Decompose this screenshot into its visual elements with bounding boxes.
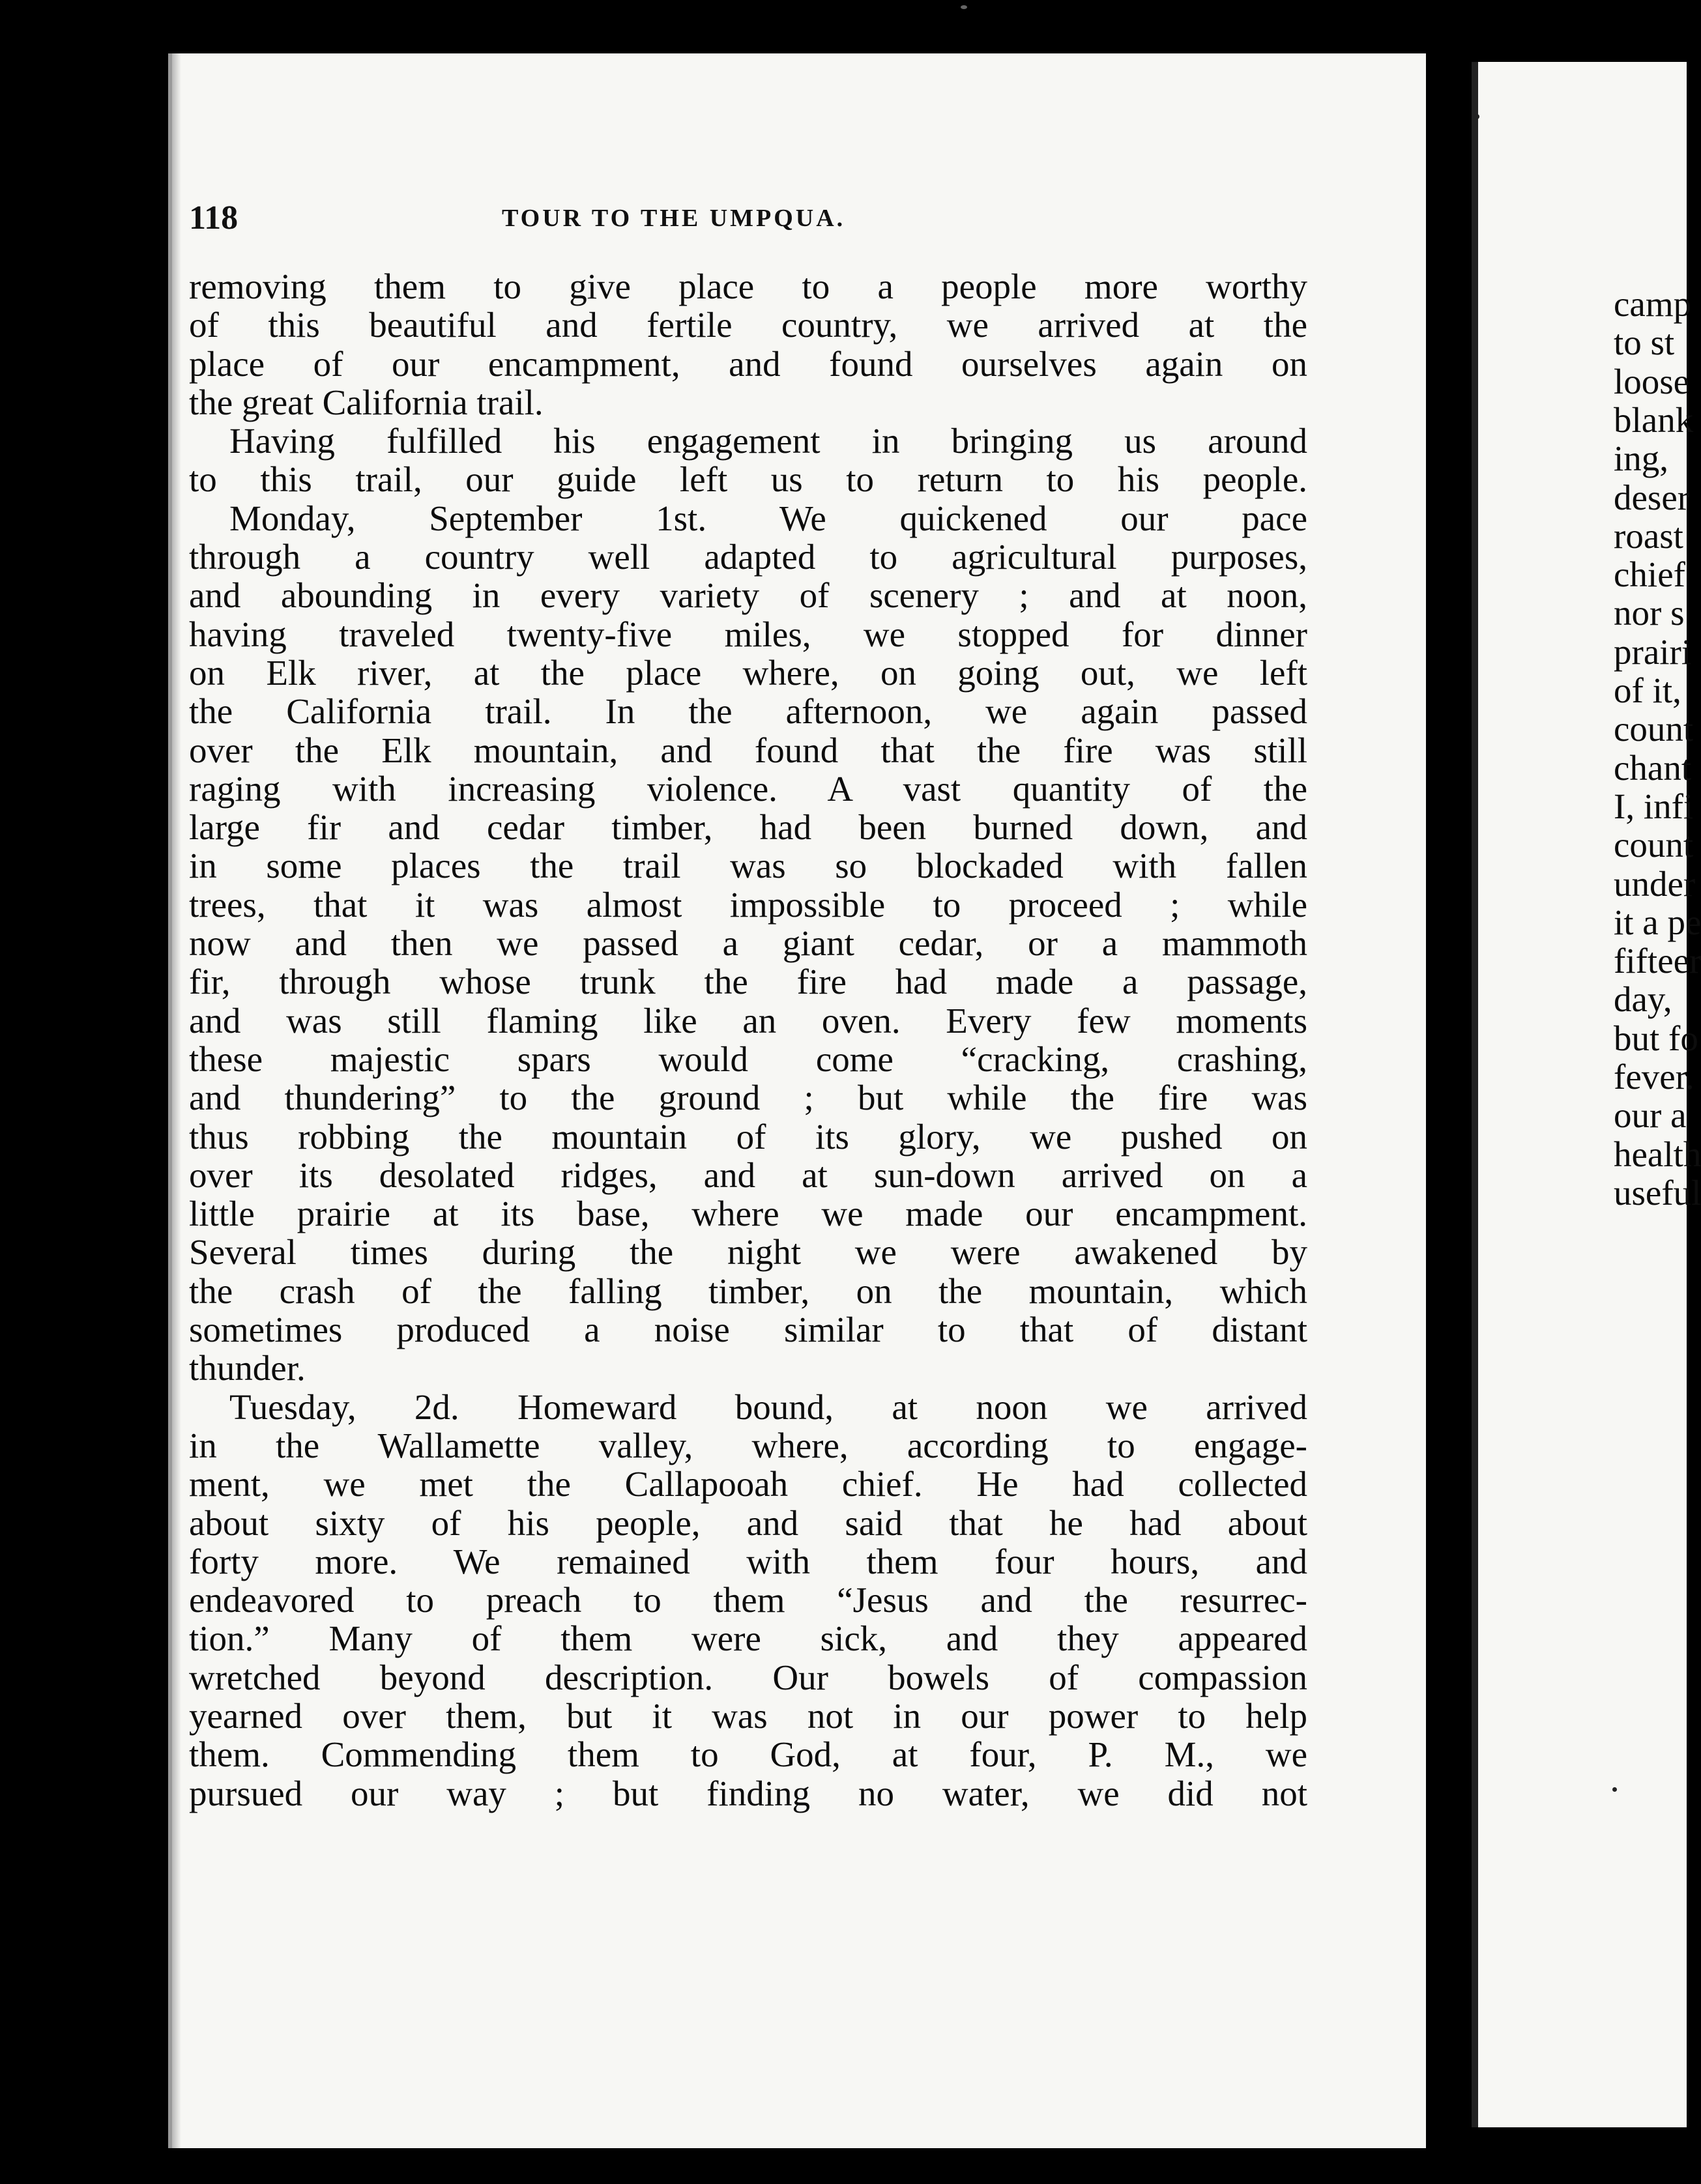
text-line: wretched beyond description. Our bowels of compassion	[189, 1657, 1307, 1697]
speck-mark	[961, 5, 967, 9]
text-line: in the Wallamette valley, where, according to engage-	[189, 1425, 1307, 1465]
text-line: now and then we passed a giant cedar, or a mammoth	[189, 923, 1307, 964]
text-line: forty more. We remained with them four hours, and	[189, 1541, 1307, 1581]
text-line: pursued our way ; but finding no water, we did not	[189, 1773, 1307, 1813]
text-line: ment, we met the Callapooah chief. He had collected	[189, 1464, 1307, 1504]
text-line: Having fulfilled his engagement in bringing us around	[229, 421, 1307, 461]
text-line: little prairie at its base, where we made our encampment.	[189, 1194, 1307, 1234]
text-line: place of our encampment, and found ourselves again on	[189, 343, 1307, 384]
right-page-line: prairi	[1614, 631, 1692, 672]
right-page-line: loose	[1614, 361, 1690, 401]
text-line: endeavored to preach to them “Jesus and the resurrec-	[189, 1580, 1307, 1620]
text-line: these majestic spars would come “cracking, crashing,	[189, 1039, 1307, 1079]
right-page-line: chant	[1614, 747, 1692, 788]
right-page-line: but fo	[1614, 1018, 1698, 1058]
text-line: sometimes produced a noise similar to that of distant	[189, 1310, 1307, 1350]
right-page-line: roast	[1614, 515, 1683, 556]
right-page-line: blank	[1614, 399, 1694, 440]
text-line: in some places the trail was so blockaded with fallen	[189, 846, 1307, 886]
text-line: over its desolated ridges, and at sun-down arrived on a	[189, 1155, 1307, 1195]
speck-mark	[1474, 114, 1479, 119]
right-page-line: of it,	[1614, 670, 1681, 710]
text-line: thus robbing the mountain of its glory, we pushed on	[189, 1116, 1307, 1157]
right-page-line: count	[1614, 825, 1694, 865]
right-page-line: nor s	[1614, 593, 1685, 633]
right-page-line: camp	[1614, 284, 1692, 324]
right-page-line: useful	[1614, 1172, 1701, 1213]
right-page-line: fever.	[1614, 1057, 1694, 1097]
text-line: trees, that it was almost impossible to proceed ; while	[189, 884, 1307, 925]
right-page-line: our a	[1614, 1095, 1687, 1136]
running-title: TOUR TO THE UMPQUA.	[502, 205, 846, 232]
text-line: the California trail. In the afternoon, we again passed	[189, 691, 1307, 732]
text-line: removing them to give place to a people more worthy	[189, 266, 1307, 306]
text-line: thunder.	[189, 1348, 306, 1388]
body-text	[189, 267, 1307, 1813]
text-line: and abounding in every variety of scenery ; and at noon,	[189, 575, 1307, 616]
text-line: yearned over them, but it was not in our power to help	[189, 1695, 1307, 1736]
text-line: raging with increasing violence. A vast quantity of the	[189, 768, 1307, 809]
text-line: the great California trail.	[189, 382, 544, 422]
text-line: about sixty of his people, and said that he had about	[189, 1502, 1307, 1543]
right-page-line: ing,	[1614, 438, 1669, 479]
running-head	[189, 147, 1303, 244]
right-page-line: chief	[1614, 554, 1685, 595]
right-page-line: fifteer	[1614, 941, 1701, 981]
right-page-line: it a pe	[1614, 902, 1701, 942]
text-line: tion.” Many of them were sick, and they appeared	[189, 1618, 1307, 1659]
right-page-line: day,	[1614, 979, 1672, 1020]
right-page-line: count	[1614, 709, 1694, 749]
text-line: Several times during the night we were awakened by	[189, 1232, 1307, 1272]
page-number: 118	[189, 199, 239, 237]
text-line: of this beautiful and fertile country, we arrived at the	[189, 305, 1307, 345]
right-page-line: health	[1614, 1134, 1701, 1174]
text-line: having traveled twenty-five miles, we stopped for dinner	[189, 614, 1307, 654]
text-line: to this trail, our guide left us to return to his people.	[189, 459, 1307, 500]
text-line: and was still flaming like an oven. Every few moments	[189, 1000, 1307, 1041]
text-line: on Elk river, at the place where, on going out, we left	[189, 652, 1307, 693]
text-line: Tuesday, 2d. Homeward bound, at noon we arrived	[229, 1387, 1307, 1427]
text-line: large fir and cedar timber, had been burned down, and	[189, 807, 1307, 848]
text-line: fir, through whose trunk the fire had made a passage,	[189, 962, 1307, 1002]
text-line: them. Commending them to God, at four, P. M., we	[189, 1734, 1307, 1775]
right-page-line: I, infi	[1614, 786, 1694, 826]
right-page-line: to st	[1614, 323, 1675, 363]
text-line: Monday, September 1st. We quickened our pace	[229, 498, 1307, 538]
speck-mark	[1612, 1787, 1617, 1792]
text-line: and thundering” to the ground ; but while the fire was	[189, 1078, 1307, 1118]
text-line: through a country well adapted to agricultural purposes,	[189, 537, 1307, 577]
text-line: the crash of the falling timber, on the mountain, which	[189, 1271, 1307, 1311]
right-page-line: deser	[1614, 477, 1690, 517]
right-page-line: under	[1614, 863, 1696, 904]
text-line: over the Elk mountain, and found that the fire was still	[189, 730, 1307, 770]
